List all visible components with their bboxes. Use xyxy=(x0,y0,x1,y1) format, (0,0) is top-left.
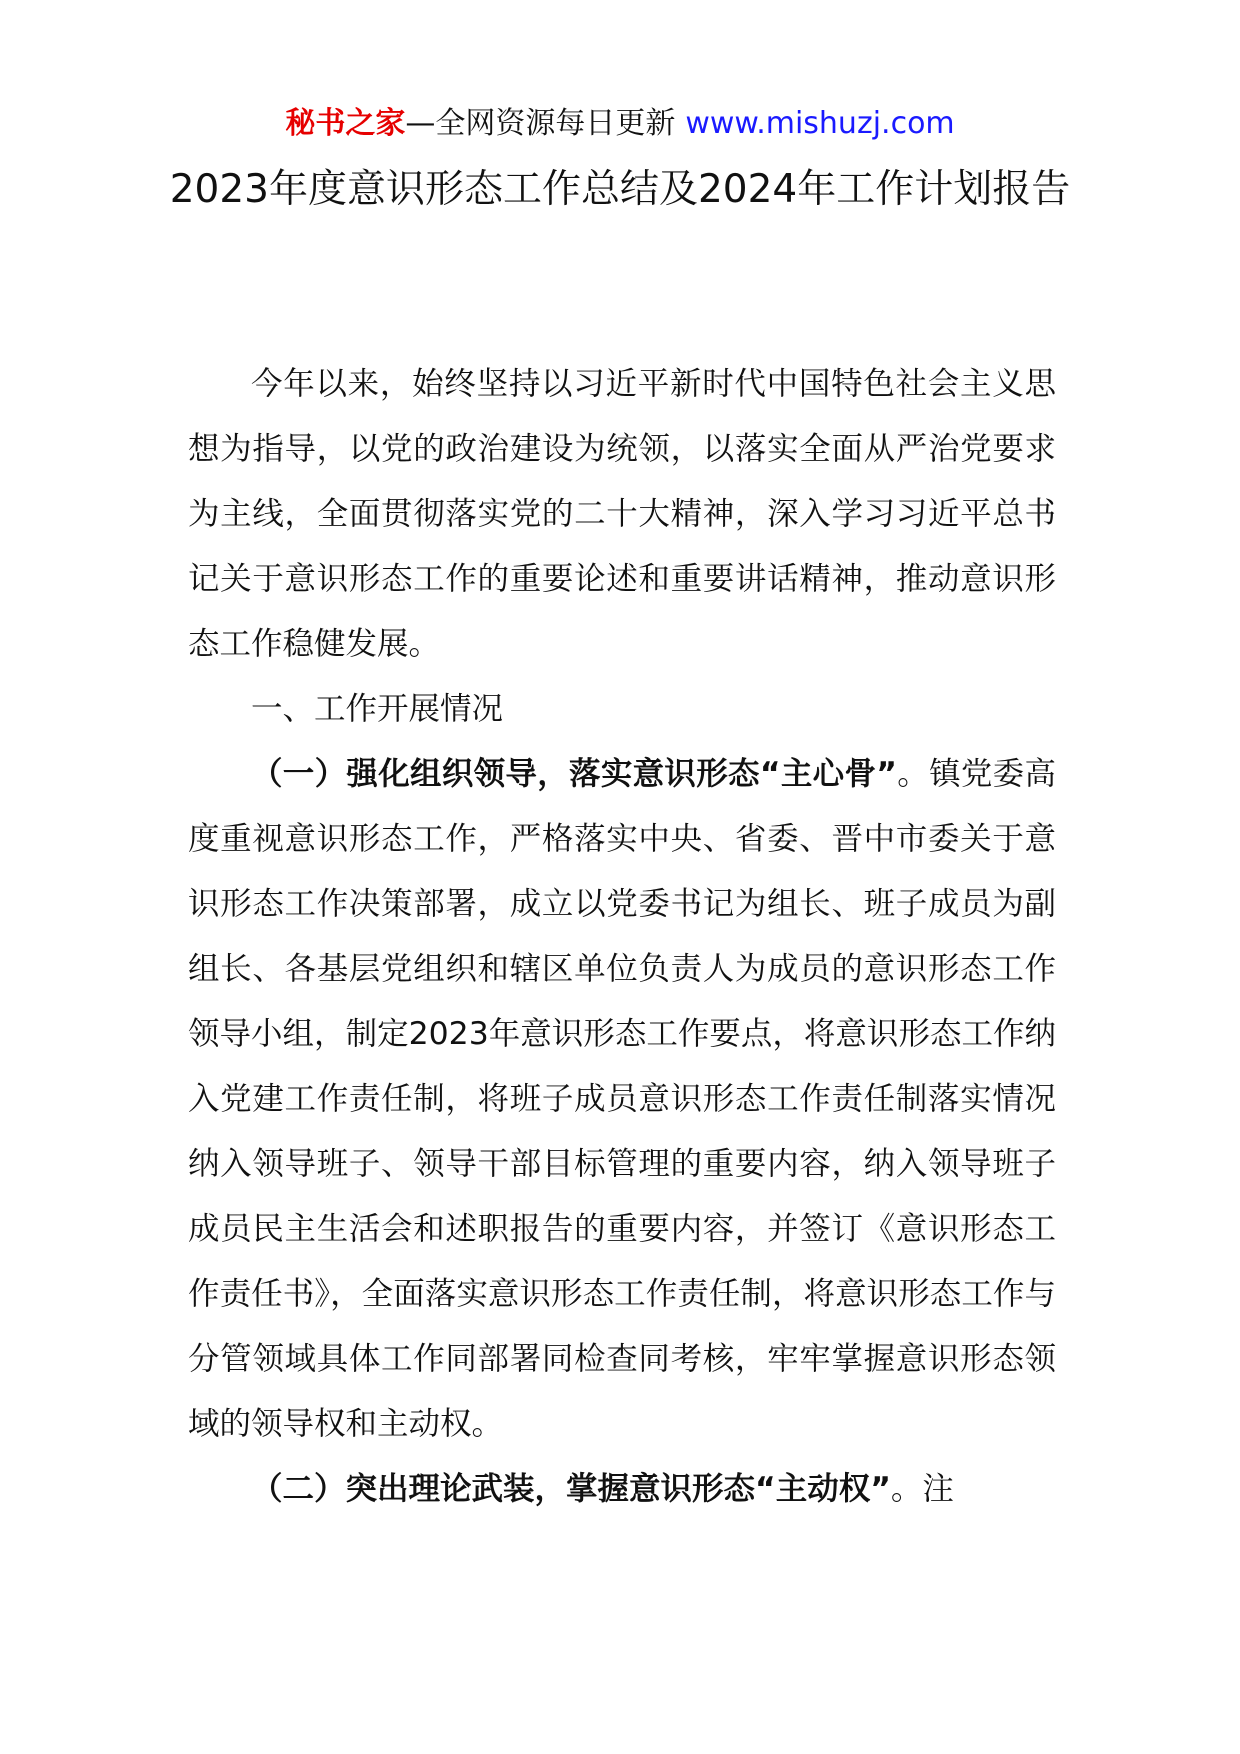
item-1-text: 。镇党委高度重视意识形态工作，严格落实中央、省委、晋中市委关于意识形态工作决策部署，成立以党委书记为组长、班子成员为副组长、各基层党组织和辖区单位负责人为成员的意识形态工作领导小组，制定2023年意识形态工作要点，将意识形态工作纳入党建工作责任制，将班子成员意识形态工作责任制落实情况纳入领导班子、领导干部目标管理的重要内容，纳入领导班子成员民主生活会和述职报告的重要内容，并签订《意识形态工作责任书》，全面落实意识形态工作责任制，将意识形态工作与分管领域具体工作同部署同检查同考核，牢牢掌握意识形态领域的领导权和主动权。 xyxy=(188,756,1056,1442)
intro-paragraph: 今年以来，始终坚持以习近平新时代中国特色社会主义思想为指导，以党的政治建设为统领，以落实全面从严治党要求为主线，全面贯彻落实党的二十大精神，深入学习习近平总书记关于意识形态工作的重要论述和重要讲话精神，推动意识形态工作稳健发展。 xyxy=(188,366,1056,662)
brand-slogan: —全网资源每日更新 xyxy=(405,106,676,141)
brand-name: 秘书之家 xyxy=(285,106,406,141)
item-2-text: 。注 xyxy=(890,1471,954,1507)
site-header xyxy=(0,104,1240,144)
item-1-heading: （一）强化组织领导，落实意识形态“主心骨” xyxy=(251,756,897,792)
item-2-paragraph xyxy=(188,1457,1056,1522)
item-1-paragraph xyxy=(188,742,1056,1457)
item-2-heading: （二）突出理论武装，掌握意识形态“主动权” xyxy=(251,1471,891,1507)
document-title: 2023年度意识形态工作总结及2024年工作计划报告 xyxy=(169,167,1071,212)
document-body xyxy=(188,352,1056,1522)
site-url-link[interactable]: www.mishuzj.com xyxy=(685,106,955,141)
section-heading: 一、工作开展情况 xyxy=(251,691,504,727)
